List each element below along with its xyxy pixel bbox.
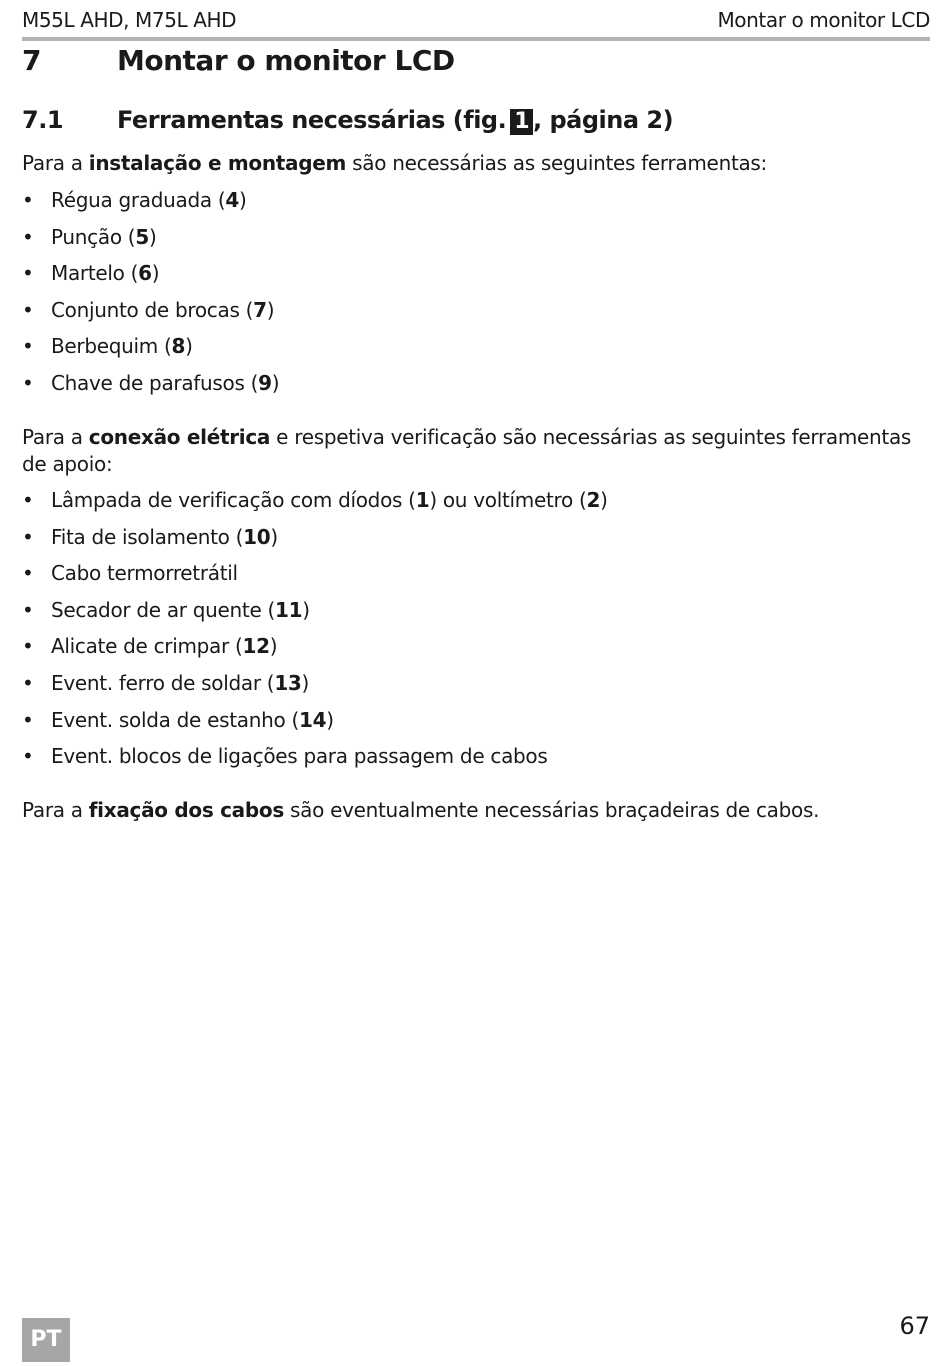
item-text: Fita de isolamento (	[51, 524, 244, 549]
item-end: )	[239, 188, 247, 212]
item-ref: 13	[274, 670, 302, 695]
item-end: )	[270, 524, 278, 549]
electric-tools-list	[22, 487, 608, 780]
item-ref: 4	[225, 188, 240, 212]
bullet-icon: •	[22, 707, 34, 732]
item-ref: 1	[415, 488, 430, 512]
bullet-icon: •	[22, 561, 34, 586]
bullet-icon: •	[22, 261, 34, 286]
intro-bold: instalação e montagem	[88, 151, 347, 175]
header-model: M55L AHD, M75L AHD	[22, 8, 237, 32]
bullet-icon: •	[22, 188, 34, 212]
item-end: )	[271, 370, 280, 395]
item-text: Alicate de crimpar (	[51, 634, 243, 659]
bullet-icon: •	[22, 524, 34, 549]
item-text: Régua graduada (	[51, 188, 226, 212]
item-ref: 8	[171, 334, 186, 359]
list-item	[22, 260, 279, 297]
section-number: 7	[22, 44, 41, 77]
bullet-icon: •	[22, 634, 34, 659]
list-item	[22, 670, 608, 707]
item-end: )	[151, 261, 160, 286]
cables-prefix: Para a	[22, 798, 89, 822]
item-text: Cabo termorretrátil	[51, 561, 238, 586]
cables-paragraph	[22, 797, 922, 824]
list-item	[22, 597, 608, 634]
item-end: )	[185, 334, 193, 359]
bullet-icon: •	[22, 597, 34, 622]
list-item	[22, 743, 608, 780]
item-ref: 14	[298, 707, 327, 732]
cables-suffix: são eventualmente necessárias braçadeiras de cabos.	[283, 798, 820, 822]
item-text: Event. ferro de soldar (	[51, 670, 275, 695]
item-text: Event. blocos de ligações para passagem de cabos	[51, 744, 548, 769]
list-item	[22, 633, 608, 670]
list-item	[22, 370, 279, 407]
item-text: Lâmpada de verificação com díodos (	[51, 488, 416, 512]
language-badge: PT	[22, 1318, 70, 1362]
page-number: 67	[899, 1312, 930, 1340]
item-ref: 9	[258, 370, 272, 395]
item-end: )	[301, 670, 310, 695]
intro-paragraph	[22, 150, 922, 177]
item-ref: 5	[135, 224, 149, 249]
bullet-icon: •	[22, 744, 34, 769]
electric-prefix: Para a	[22, 425, 89, 449]
item-ref: 10	[243, 524, 271, 549]
item-ref: 12	[242, 634, 270, 659]
item-end: )	[326, 707, 334, 732]
list-item	[22, 487, 608, 524]
item-text: Punção (	[51, 224, 136, 249]
subsection-title	[117, 106, 673, 135]
list-item	[22, 524, 608, 561]
item-ref: 2	[586, 488, 601, 512]
item-ref: 11	[275, 597, 303, 622]
header-chapter: Montar o monitor LCD	[717, 8, 930, 32]
electric-bold: conexão elétrica	[88, 425, 271, 449]
item-text: Conjunto de brocas (	[51, 297, 254, 322]
bullet-icon: •	[22, 334, 34, 359]
page-header	[22, 6, 930, 32]
list-item	[22, 297, 279, 334]
list-item	[22, 224, 279, 261]
item-mid: ) ou voltímetro (	[429, 488, 587, 512]
electric-paragraph	[22, 424, 922, 478]
item-text: Event. solda de estanho (	[51, 707, 299, 732]
subsection-title-text: Ferramentas necessárias (fig.	[117, 106, 507, 134]
list-item	[22, 560, 608, 597]
item-text: Secador de ar quente (	[51, 597, 276, 622]
bullet-icon: •	[22, 488, 34, 512]
item-end: )	[302, 597, 310, 622]
item-text: Berbequim (	[51, 334, 172, 359]
section-title: Montar o monitor LCD	[117, 44, 455, 77]
bullet-icon: •	[22, 370, 34, 395]
item-end: )	[600, 488, 608, 512]
item-ref: 6	[138, 261, 152, 286]
header-rule	[22, 37, 930, 41]
subsection-number: 7.1	[22, 106, 64, 134]
electric-suffix: e respetiva verificação são necessárias as seguintes ferramentas de apoio:	[22, 425, 912, 476]
bullet-icon: •	[22, 297, 34, 322]
list-item	[22, 187, 279, 224]
item-ref: 7	[253, 297, 267, 322]
subsection-title-page: , página 2)	[533, 106, 674, 134]
intro-suffix: são necessárias as seguintes ferramentas:	[346, 151, 767, 175]
item-end: )	[148, 224, 157, 249]
cables-bold: fixação dos cabos	[88, 798, 284, 822]
item-end: )	[266, 297, 275, 322]
list-item	[22, 333, 279, 370]
figure-ref-badge: 1	[510, 109, 533, 135]
list-item	[22, 707, 608, 744]
bullet-icon: •	[22, 670, 34, 695]
item-text: Martelo (	[51, 261, 139, 286]
item-end: )	[269, 634, 278, 659]
item-text: Chave de parafusos (	[51, 370, 259, 395]
tools-list	[22, 187, 279, 407]
intro-prefix: Para a	[22, 151, 89, 175]
bullet-icon: •	[22, 224, 34, 249]
